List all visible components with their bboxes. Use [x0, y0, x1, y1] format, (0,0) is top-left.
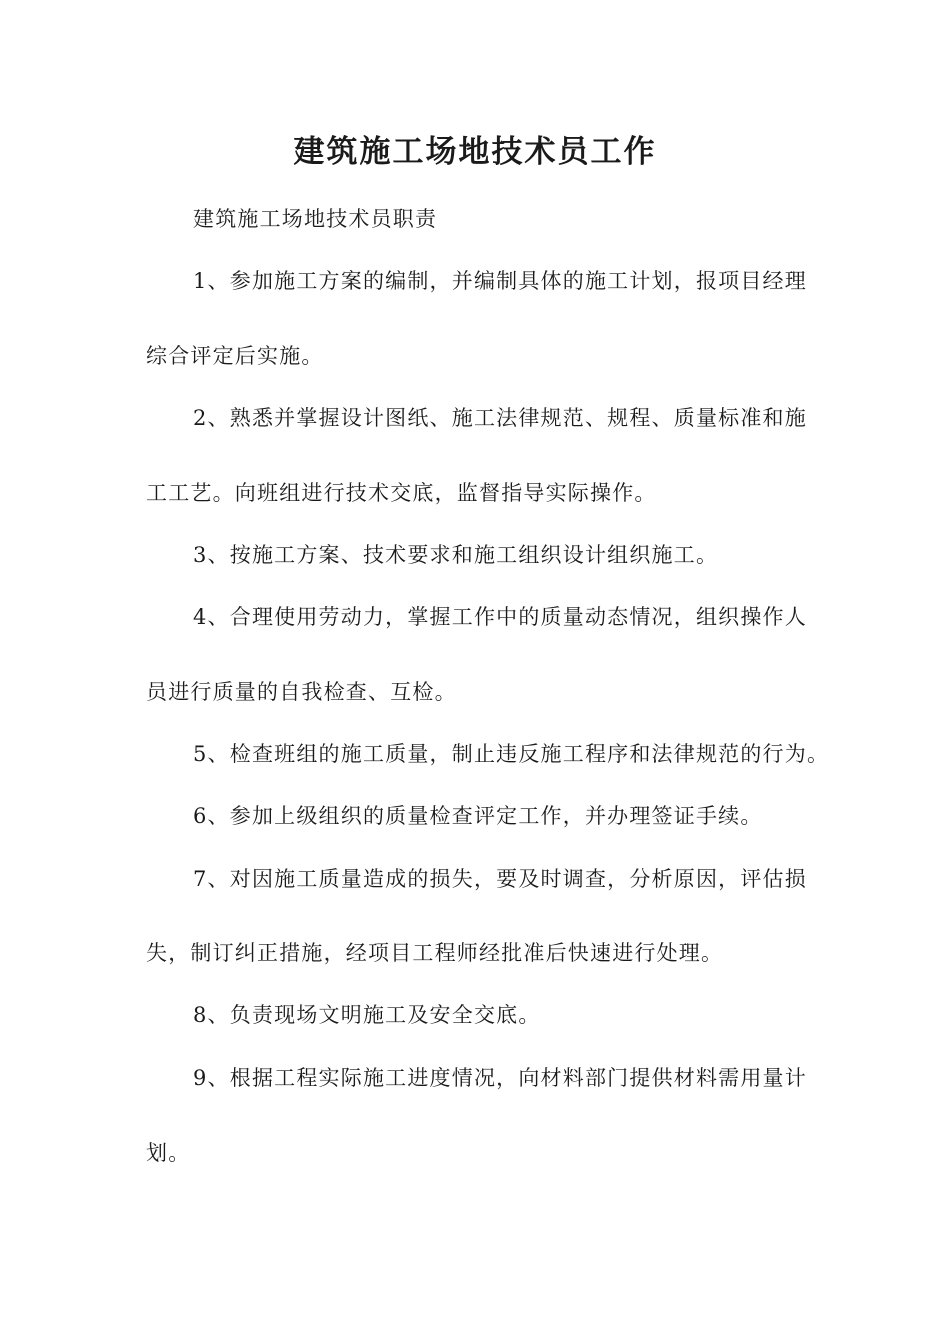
- item-4-line-1: 4、合理使用劳动力，掌握工作中的质量动态情况，组织操作人: [193, 605, 807, 629]
- item-9-line-2: 划。: [146, 1141, 191, 1165]
- item-5-line-1: 5、检查班组的施工质量，制止违反施工程序和法律规范的行为。: [193, 742, 830, 766]
- item-1-line-2: 综合评定后实施。: [146, 344, 324, 368]
- item-7-line-2: 失，制订纠正措施，经项目工程师经批准后快速进行处理。: [146, 941, 724, 965]
- item-1-line-1: 1、参加施工方案的编制，并编制具体的施工计划，报项目经理: [193, 269, 807, 293]
- item-2-line-2: 工工艺。向班组进行技术交底，监督指导实际操作。: [146, 481, 657, 505]
- item-7-line-1: 7、对因施工质量造成的损失，要及时调查，分析原因，评估损: [193, 867, 807, 891]
- item-9-line-1: 9、根据工程实际施工进度情况，向材料部门提供材料需用量计: [193, 1066, 807, 1090]
- document-title: 建筑施工场地技术员工作: [293, 134, 657, 170]
- item-6-line-1: 6、参加上级组织的质量检查评定工作，并办理签证手续。: [193, 804, 763, 828]
- item-2-line-1: 2、熟悉并掌握设计图纸、施工法律规范、规程、质量标准和施: [193, 406, 807, 430]
- item-3-line-1: 3、按施工方案、技术要求和施工组织设计组织施工。: [193, 543, 719, 567]
- item-8-line-1: 8、负责现场文明施工及安全交底。: [193, 1003, 541, 1027]
- item-4-line-2: 员进行质量的自我检查、互检。: [146, 680, 457, 704]
- section-heading: 建筑施工场地技术员职责: [193, 207, 438, 231]
